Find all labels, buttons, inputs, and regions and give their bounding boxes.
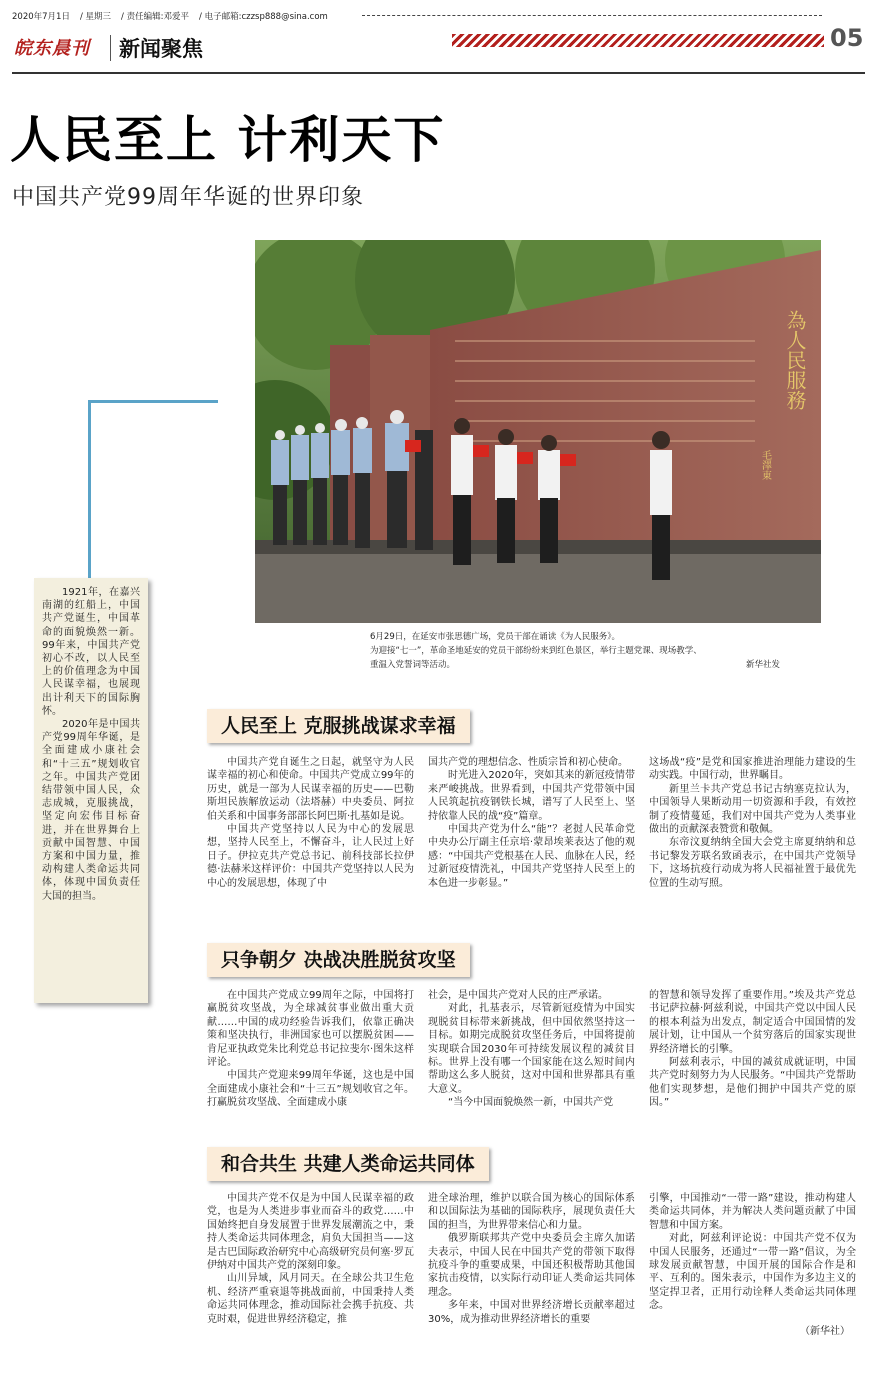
paragraph: 时光进入2020年，突如其来的新冠疫情带来严峻挑战。世界看到，中国共产党带领中国人民筑起抗疫钢铁长城，谱写了人民至上、坚持依靠人民的战“疫”篇章。	[428, 770, 635, 822]
paragraph: “当今中国面貌焕然一新，中国共产党	[448, 1097, 614, 1109]
issue-editor: 责任编辑:邓爱平	[126, 12, 189, 22]
section-2-column-2	[428, 989, 635, 1110]
header-rule	[12, 72, 865, 74]
banner-calligraphy: 為人民服務	[783, 310, 807, 410]
paragraph: 俄罗斯联邦共产党中央委员会主席久加诺夫表示，中国人民在中国共产党的带领下取得抗疫斗争的重要成果，中国还积极帮助其他国家抗击疫情，以实际行动印证人类命运共同体理念。	[428, 1233, 635, 1298]
paragraph: 东帝汶夏纳纳全国大会党主席夏纳纳和总书记黎发芳联名致函表示，在中国共产党领导下，这场抗疫行动成为将人民福祉置于最优先位置的生动写照。	[649, 837, 856, 889]
paragraph: 这场战“疫”是党和国家推进治理能力建设的生动实践。中国行动，世界瞩目。	[649, 757, 856, 782]
section-3-column-1	[207, 1192, 414, 1326]
paragraph: 引擎，中国推动“一带一路”建设，推动构建人类命运共同体，并为解决人类问题贡献了中国智慧和中国方案。	[649, 1193, 856, 1231]
paragraph: 对此，阿兹利评论说：中国共产党不仅为中国人民服务，还通过“一带一路”倡议，为全球发展贡献智慧，中国开展的国际合作是和平、互利的。图朱表示，中国作为多边主义的坚定捍卫者，正用行动诠释人类命运共同体理念。	[649, 1233, 856, 1312]
sidebar-bracket-side	[88, 400, 91, 578]
intro-sidebar	[34, 578, 148, 1003]
paragraph: 中国共产党不仅是为中国人民谋幸福的政党，也是为人类进步事业而奋斗的政党……中国始终把自身发展置于世界发展潮流之中，秉持人类命运共同体理念，肩负大国担当——这是古巴国际政治研究中心高级研究员何塞·罗瓦伊纳对中国共产党的深刻印象。	[207, 1193, 414, 1272]
section-heading-2: 只争朝夕 决战决胜脱贫攻坚	[207, 943, 470, 977]
paragraph: 中国共产党自诞生之日起，就坚守为人民谋幸福的初心和使命。中国共产党成立99年的历史，就是一部为人民谋幸福的历史——巴勒斯坦民族解放运动（法塔赫）中央委员、阿拉伯关系和中国事务部部长阿巴斯·扎基如是说。	[207, 757, 414, 822]
paragraph: 新里兰卡共产党总书记古纳塞克拉认为，中国领导人果断动用一切资源和手段，有效控制了疫情蔓延，我们对中国共产党为人类事业做出的贡献深表赞赏和敬佩。	[649, 783, 856, 836]
intro-paragraph-2: 2020年是中国共产党99周年华诞，是全面建成小康社会和“十三五”规划收官之年。中国共产党团结带领中国人民，众志成城，克服挑战，坚定向宏伟目标奋进，并在世界舞台上贡献中国智慧、中国方案和中国力量，推动构建人类命运共同体，体现中国负责任大国的担当。	[42, 719, 140, 902]
section-title: 新闻聚焦	[119, 36, 203, 61]
paragraph: 中国共产党为什么“能”？老挝人民革命党中央办公厅副主任京培·蒙昂埃莱表达了他的观感：“中国共产党根基在人民、血脉在人民，经过新冠疫情洗礼，中国共产党坚持人民至上的本色进一步彰显。”	[428, 824, 635, 889]
paragraph: 阿兹利表示，中国的减贫成就证明，中国共产党时刻努力为人民服务。“中国共产党帮助他们实现梦想，是他们拥护中国共产党的原因。”	[649, 1057, 856, 1109]
header-stripe-band	[452, 34, 824, 47]
sidebar-bracket-top	[88, 400, 218, 403]
photo-credit: 新华社发	[745, 660, 780, 670]
paragraph: 多年来，中国对世界经济增长贡献率超过30%，成为推动世界经济增长的重要	[428, 1300, 635, 1325]
issue-date: 2020年7月1日	[12, 12, 70, 22]
issue-weekday: 星期三	[85, 12, 112, 22]
caption-line-1: 6月29日，在延安市张思德广场，党员干部在诵读《为人民服务》。	[370, 632, 620, 642]
masthead-divider	[110, 35, 111, 61]
section-1-column-1	[207, 756, 414, 890]
photo-illustration	[255, 240, 821, 623]
section-1-column-3	[649, 756, 856, 890]
headline: 人民至上 计利天下	[10, 111, 446, 169]
caption-line-3: 重温入党誓词等活动。	[370, 660, 456, 670]
subheadline: 中国共产党99周年华诞的世界印象	[12, 185, 364, 210]
caption-line-2: 为迎接“七一”，革命圣地延安的党员干部纷纷来到红色景区，举行主题党课、现场教学、	[370, 646, 702, 656]
paragraph: 国共产党的理想信念、性质宗旨和初心使命。	[428, 757, 628, 768]
end-credit: （新华社）	[800, 1326, 850, 1337]
paragraph: 山川异域，风月同天。在全球公共卫生危机、经济严重衰退等挑战面前，中国秉持人类命运共同体理念，推动国际社会携手抗疫、共克时艰，促进世界经济稳定，推	[207, 1273, 414, 1325]
paragraph: 对此，扎基表示，尽管新冠疫情为中国实现脱贫目标带来新挑战，但中国依然坚持这一目标。如期完成脱贫攻坚任务后，中国将提前实现联合国2030年可持续发展议程的减贫目标。世界上没有哪一个国家能在这么短时间内帮助这么多人脱贫，这对中国和世界都具有重大意义。	[428, 1003, 635, 1095]
issue-email: 电子邮箱:czzsp888@sina.com	[204, 12, 328, 22]
header-dashed-rule	[362, 15, 822, 16]
paragraph: 在中国共产党成立99周年之际，中国将打赢脱贫攻坚战，为全球减贫事业做出重大贡献……中国的成功经验告诉我们，依靠正确决策和坚决执行，非洲国家也可以摆脱贫困——肯尼亚执政党朱比利党总书记拉斐尔·图朱这样评论。	[207, 990, 414, 1069]
intro-paragraph-1: 1921年，在嘉兴南湖的红船上，中国共产党诞生，中国革命的面貌焕然一新。99年来，中国共产党初心不改，以人民至上的价值理念为中国人民谋幸福，也展现出计利天下的国际胸怀。	[42, 587, 140, 717]
paragraph: 中国共产党坚持以人民为中心的发展思想，坚持人民至上，不懈奋斗，让人民过上好日子。伊拉克共产党总书记、前科技部长拉伊德·法赫米这样评价：中国共产党坚持以人民为中心的发展思想，体现了中	[207, 824, 414, 889]
banner-signature: 毛澤東	[759, 450, 771, 480]
issue-meta: 2020年7月1日 / 星期三 / 责任编辑:邓爱平 / 电子邮箱:czzsp888@sina.com	[12, 12, 328, 22]
section-3-column-3	[649, 1192, 856, 1313]
section-1-column-2	[428, 756, 635, 890]
masthead-logo: 皖东晨刊	[14, 38, 90, 59]
paragraph: 中国共产党迎来99周年华诞，这也是中国全面建成小康社会和“十三五”规划收官之年。打赢脱贫攻坚战、全面建成小康	[207, 1070, 414, 1109]
section-heading-1: 人民至上 克服挑战谋求幸福	[207, 709, 470, 743]
paragraph: 社会，是中国共产党对人民的庄严承诺。	[428, 990, 608, 1001]
paragraph: 的智慧和领导发挥了重要作用。”埃及共产党总书记萨拉赫·阿兹利说，中国共产党以中国人民的根本利益为出发点，制定适合中国国情的发展计划，让中国从一个贫穷落后的国家实现世界经济增长的引擎。	[649, 990, 856, 1055]
section-2-column-3	[649, 989, 856, 1110]
news-photo	[255, 240, 821, 623]
page-number: 05	[830, 24, 864, 52]
section-2-column-1	[207, 989, 414, 1110]
photo-caption	[370, 630, 790, 672]
section-3-column-2	[428, 1192, 635, 1326]
section-heading-3: 和合共生 共建人类命运共同体	[207, 1147, 489, 1181]
paragraph: 进全球治理，维护以联合国为核心的国际体系和以国际法为基础的国际秩序，展现负责任大国的担当，为世界带来信心和力量。	[428, 1193, 635, 1231]
